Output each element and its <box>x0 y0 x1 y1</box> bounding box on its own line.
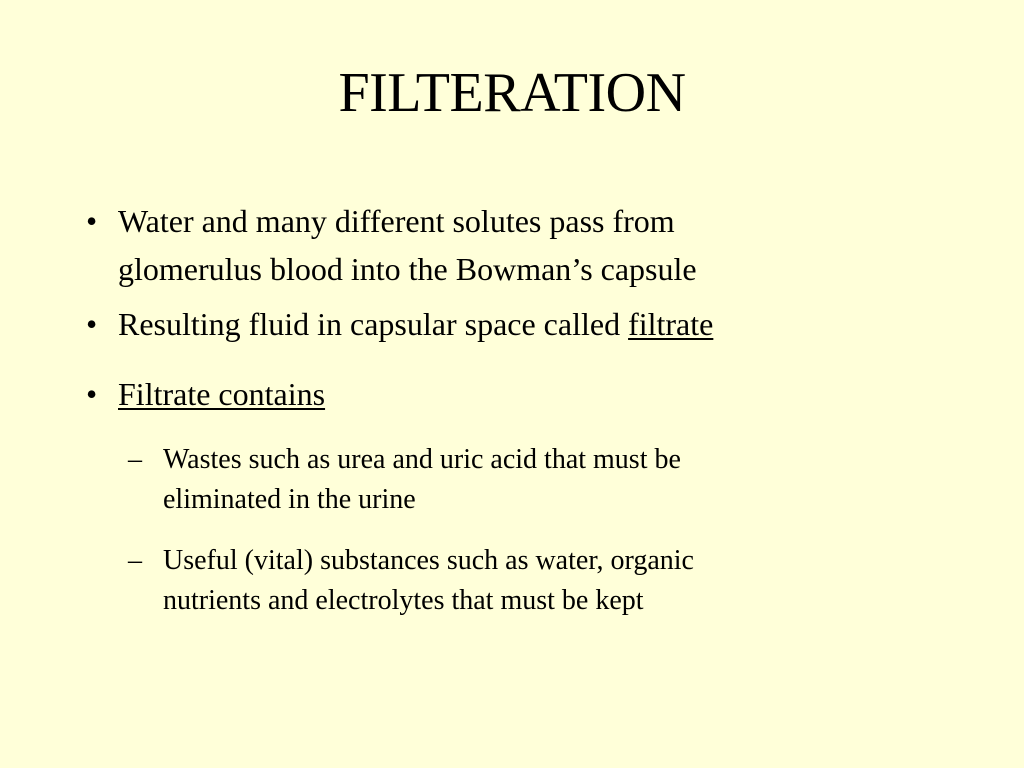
sub-bullet-line: eliminated in the urine <box>163 484 416 515</box>
bullet-text <box>118 370 325 418</box>
bullet-text <box>118 197 697 293</box>
sub-bullet-dash: – <box>128 545 142 576</box>
bullet-line: glomerulus blood into the Bowman’s capsule <box>118 251 697 287</box>
bullet-dot: • <box>86 203 98 239</box>
sub-bullet-line: Useful (vital) substances such as water, organic <box>163 545 694 576</box>
sub-bullet-text <box>163 541 694 621</box>
bullet-line: Water and many different solutes pass from <box>118 203 675 239</box>
sub-bullet-line: Wastes such as urea and uric acid that must be <box>163 444 681 475</box>
bullet-dot: • <box>86 306 98 342</box>
bullet-text <box>118 300 713 348</box>
filtrate-contains-heading: Filtrate contains <box>118 376 326 412</box>
slide-title: FILTERATION <box>338 62 686 124</box>
sub-bullet-text <box>163 440 681 520</box>
sub-bullet-dash: – <box>128 444 142 475</box>
bullet-text-plain: Resulting fluid in capsular space called <box>118 306 629 342</box>
sub-bullet-line: nutrients and electrolytes that must be kept <box>163 585 644 616</box>
filtrate-term: filtrate <box>628 306 714 342</box>
bullet-dot: • <box>86 376 98 412</box>
